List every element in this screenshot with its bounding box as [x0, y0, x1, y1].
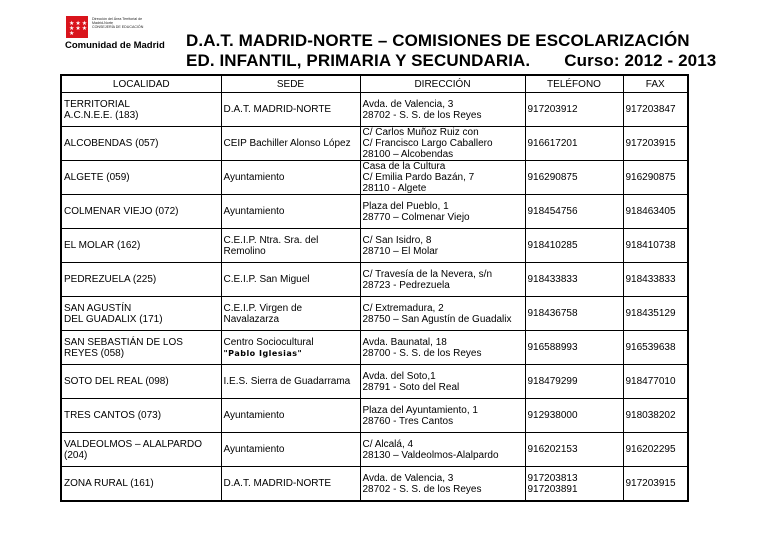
- header-telefono: TELÉFONO: [525, 75, 623, 93]
- direccion-line: C/ Extremadura, 2: [362, 302, 444, 314]
- sede-line: Remolino: [223, 245, 266, 257]
- table-row: [61, 433, 688, 467]
- cell-localidad: [61, 161, 221, 195]
- logo-department-text: Dirección del Área Territorial de Madrid-Norte CONSEJERÍA DE EDUCACIÓN: [92, 17, 144, 30]
- direccion-line: 28110 - Algete: [362, 183, 427, 194]
- table-row: [61, 161, 688, 195]
- header-localidad: LOCALIDAD: [61, 75, 221, 93]
- localidad-line: DEL GUADALIX (171): [64, 313, 163, 325]
- sede-line: Ayuntamiento: [223, 172, 285, 183]
- cell-fax: 918410738: [623, 229, 688, 263]
- table-row: [61, 297, 688, 331]
- header-direccion: DIRECCIÓN: [360, 75, 525, 93]
- cell-sede: [221, 365, 360, 399]
- table-header-row: [61, 75, 688, 93]
- direccion-line: Plaza del Pueblo, 1: [362, 200, 449, 212]
- cell-direccion: [360, 467, 525, 502]
- table-row: [61, 263, 688, 297]
- cell-direccion: [360, 127, 525, 161]
- flag-icon: ★★★ ★★★ ★: [66, 16, 88, 38]
- localidad-line: VALDEOLMOS – ALALPARDO: [64, 438, 203, 450]
- cell-sede: [221, 297, 360, 331]
- table-row: [61, 365, 688, 399]
- cell-fax: 917203915: [623, 467, 688, 502]
- direccion-line: C/ Emilia Pardo Bazán, 7: [362, 172, 475, 183]
- table-row: [61, 229, 688, 263]
- cell-direccion: [360, 161, 525, 195]
- direccion-line: 28702 - S. S. de los Reyes: [362, 483, 482, 495]
- direccion-line: 28750 – San Agustín de Guadalix: [362, 313, 512, 325]
- localidad-line: PEDREZUELA (225): [64, 274, 157, 285]
- header-fax: FAX: [623, 75, 688, 93]
- direccion-line: C/ Francisco Largo Caballero: [362, 138, 493, 149]
- cell-sede: [221, 93, 360, 127]
- direccion-line: Plaza del Ayuntamiento, 1: [362, 404, 478, 416]
- sede-line: C.E.I.P. Virgen de: [223, 302, 303, 314]
- cell-telefono: [525, 365, 623, 399]
- direccion-line: 28760 - Tres Cantos: [362, 415, 454, 427]
- sede-line: "Pablo Iglesias": [223, 348, 303, 358]
- cell-localidad: [61, 93, 221, 127]
- cell-telefono: [525, 399, 623, 433]
- cell-telefono: [525, 195, 623, 229]
- cell-localidad: [61, 365, 221, 399]
- telefono-line: 918433833: [527, 274, 578, 285]
- cell-direccion: [360, 263, 525, 297]
- localidad-line: ALGETE (059): [64, 172, 130, 183]
- cell-telefono: [525, 433, 623, 467]
- table-row: [61, 93, 688, 127]
- direccion-line: C/ Alcalá, 4: [362, 438, 414, 450]
- cell-sede: [221, 161, 360, 195]
- cell-sede: [221, 127, 360, 161]
- cell-fax: 916202295: [623, 433, 688, 467]
- sede-line: Ayuntamiento: [223, 206, 285, 217]
- localidad-line: COLMENAR VIEJO (072): [64, 206, 179, 217]
- cell-fax: 918038202: [623, 399, 688, 433]
- table-row: [61, 467, 688, 502]
- telefono-line: 918410285: [527, 240, 578, 251]
- telefono-line: 918479299: [527, 376, 578, 387]
- subtitle-text: ED. INFANTIL, PRIMARIA Y SECUNDARIA.: [186, 51, 531, 70]
- localidad-line: SAN AGUSTÍN: [64, 302, 132, 314]
- localidad-line: REYES (058): [64, 347, 125, 359]
- direccion-line: C/ San Isidro, 8: [362, 234, 432, 246]
- direccion-line: C/ Travesía de la Nevera, s/n: [362, 268, 493, 280]
- localidad-line: ALCOBENDAS (057): [64, 138, 159, 149]
- cell-fax: 917203847: [623, 93, 688, 127]
- localidad-line: EL MOLAR (162): [64, 240, 141, 251]
- course-year: Curso: 2012 - 2013: [564, 51, 717, 70]
- cell-localidad: [61, 229, 221, 263]
- cell-localidad: [61, 399, 221, 433]
- cell-direccion: [360, 331, 525, 365]
- localidad-line: SOTO DEL REAL (098): [64, 376, 169, 387]
- table-row: [61, 331, 688, 365]
- localidad-line: A.C.N.E.E. (183): [64, 109, 139, 121]
- header-sede: SEDE: [221, 75, 360, 93]
- direccion-line: 28130 – Valdeolmos-Alalpardo: [362, 449, 499, 461]
- sede-line: Navalazarza: [223, 313, 280, 325]
- table-row: [61, 399, 688, 433]
- sede-line: Ayuntamiento: [223, 410, 285, 421]
- direccion-line: Avda. del Soto,1: [362, 370, 436, 382]
- sede-line: D.A.T. MADRID-NORTE: [223, 104, 332, 115]
- cell-fax: 918435129: [623, 297, 688, 331]
- localidad-line: SAN SEBASTIÁN DE LOS: [64, 336, 183, 348]
- telefono-line: 917203813: [527, 472, 578, 484]
- document-title: D.A.T. MADRID-NORTE – COMISIONES DE ESCOLARIZACIÓN: [186, 31, 690, 50]
- direccion-line: 28723 - Pedrezuela: [362, 279, 450, 291]
- cell-localidad: [61, 195, 221, 229]
- table-body: [61, 93, 688, 502]
- cell-direccion: [360, 297, 525, 331]
- cell-fax: 918463405: [623, 195, 688, 229]
- telefono-line: 917203912: [527, 104, 578, 115]
- telefono-line: 916617201: [527, 138, 578, 149]
- cell-localidad: [61, 433, 221, 467]
- cell-localidad: [61, 127, 221, 161]
- cell-localidad: [61, 331, 221, 365]
- telefono-line: 917203891: [527, 483, 578, 495]
- cell-fax: 916539638: [623, 331, 688, 365]
- cell-sede: [221, 263, 360, 297]
- sede-line: C.E.I.P. Ntra. Sra. del: [223, 234, 319, 246]
- direccion-line: Casa de la Cultura: [362, 161, 446, 172]
- sede-line: D.A.T. MADRID-NORTE: [223, 478, 332, 489]
- cell-fax: 916290875: [623, 161, 688, 195]
- document-subtitle: [186, 51, 716, 71]
- cell-sede: [221, 195, 360, 229]
- direccion-line: Avda. de Valencia, 3: [362, 98, 454, 110]
- logo-name: Comunidad de Madrid: [65, 40, 165, 51]
- sede-line: Ayuntamiento: [223, 444, 285, 455]
- cell-localidad: [61, 467, 221, 502]
- cell-localidad: [61, 297, 221, 331]
- direccion-line: 28702 - S. S. de los Reyes: [362, 109, 482, 121]
- direccion-line: 28770 – Colmenar Viejo: [362, 211, 470, 223]
- cell-direccion: [360, 433, 525, 467]
- cell-direccion: [360, 399, 525, 433]
- cell-direccion: [360, 229, 525, 263]
- sede-line: I.E.S. Sierra de Guadarrama: [223, 376, 351, 387]
- direccion-line: C/ Carlos Muñoz Ruiz con: [362, 127, 479, 138]
- localidad-line: ZONA RURAL (161): [64, 478, 154, 489]
- cell-sede: [221, 467, 360, 502]
- cell-telefono: [525, 127, 623, 161]
- sede-line: C.E.I.P. San Miguel: [223, 274, 310, 285]
- telefono-line: 916202153: [527, 444, 578, 455]
- sede-line: Centro Sociocultural: [223, 336, 314, 348]
- comisiones-table: [60, 74, 689, 502]
- localidad-line: TRES CANTOS (073): [64, 410, 162, 421]
- localidad-line: (204): [64, 449, 88, 461]
- cell-telefono: [525, 467, 623, 502]
- telefono-line: 918436758: [527, 308, 578, 319]
- cell-direccion: [360, 93, 525, 127]
- cell-telefono: [525, 161, 623, 195]
- telefono-line: 916588993: [527, 342, 578, 353]
- cell-telefono: [525, 331, 623, 365]
- table-row: [61, 127, 688, 161]
- cell-fax: 918477010: [623, 365, 688, 399]
- logo-comunidad-madrid: [64, 14, 184, 54]
- cell-direccion: [360, 195, 525, 229]
- cell-telefono: [525, 297, 623, 331]
- cell-sede: [221, 399, 360, 433]
- cell-sede: [221, 229, 360, 263]
- direccion-line: 28100 – Alcobendas: [362, 149, 454, 160]
- sede-line: CEIP Bachiller Alonso López: [223, 138, 351, 149]
- direccion-line: 28700 - S. S. de los Reyes: [362, 347, 482, 359]
- telefono-line: 918454756: [527, 206, 578, 217]
- cell-telefono: [525, 229, 623, 263]
- cell-fax: 918433833: [623, 263, 688, 297]
- localidad-line: TERRITORIAL: [64, 98, 130, 110]
- cell-sede: [221, 433, 360, 467]
- cell-telefono: [525, 93, 623, 127]
- telefono-line: 916290875: [527, 172, 578, 183]
- cell-telefono: [525, 263, 623, 297]
- telefono-line: 912938000: [527, 410, 578, 421]
- direccion-line: 28710 – El Molar: [362, 245, 439, 257]
- cell-fax: 917203915: [623, 127, 688, 161]
- direccion-line: Avda. de Valencia, 3: [362, 472, 454, 484]
- cell-sede: [221, 331, 360, 365]
- cell-localidad: [61, 263, 221, 297]
- direccion-line: 28791 - Soto del Real: [362, 381, 460, 393]
- cell-direccion: [360, 365, 525, 399]
- table-row: [61, 195, 688, 229]
- direccion-line: Avda. Baunatal, 18: [362, 336, 447, 348]
